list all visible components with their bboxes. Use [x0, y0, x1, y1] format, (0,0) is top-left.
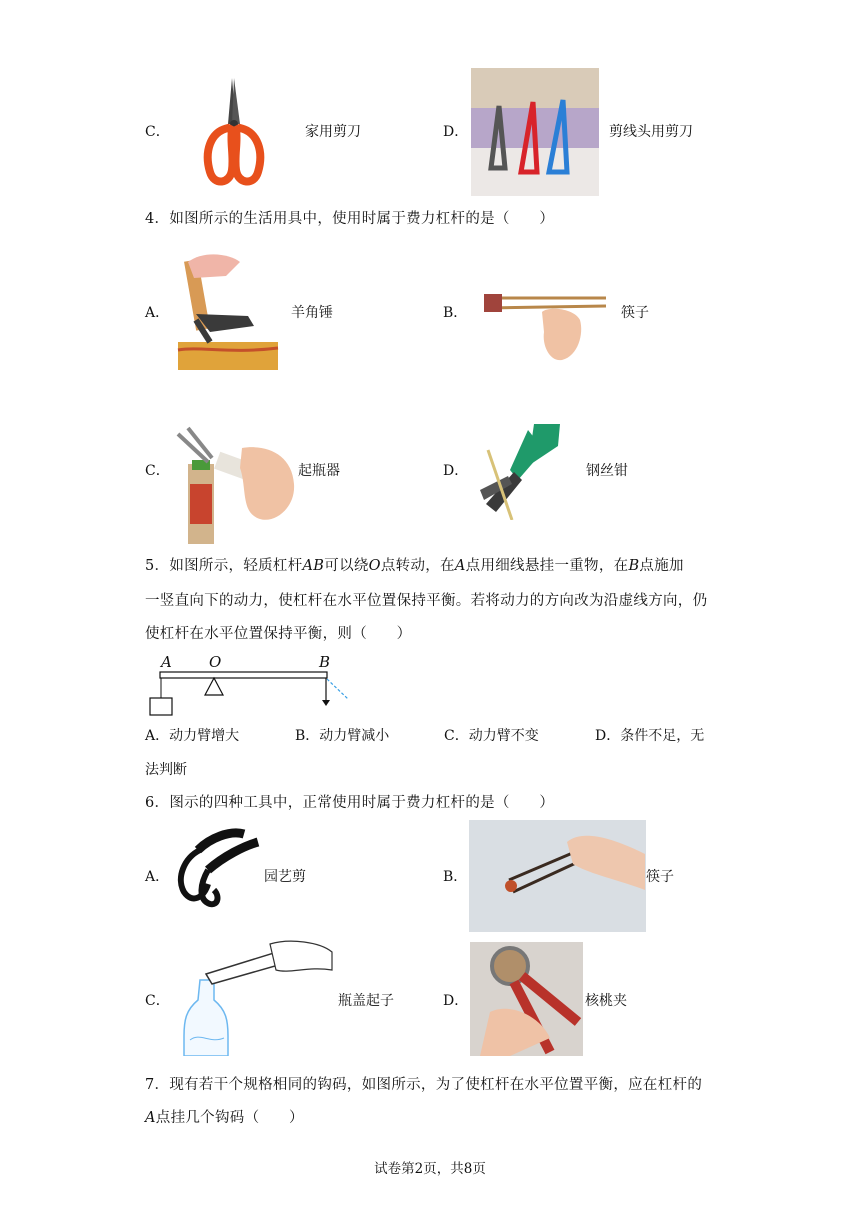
option-label: 核桃夹: [585, 993, 627, 1009]
point-b-label: B: [319, 653, 331, 671]
weight-block: [150, 698, 172, 715]
question-stem-line: 一竖直向下的动力，使杠杆在水平位置保持平衡。若将动力的方向改为沿虚线方向，仍: [145, 593, 708, 609]
option: D．条件不足，无: [595, 728, 705, 744]
household-scissors-icon: [170, 72, 296, 196]
question-stem: 6．图示的四种工具中，正常使用时属于费力杠杆的是（ ）: [145, 795, 555, 811]
option-letter: A．: [145, 869, 170, 885]
option: B．动力臂减小: [295, 728, 390, 744]
thread-snips-icon: [471, 68, 599, 196]
option-label: 钢丝钳: [586, 463, 628, 479]
point-o-label: O: [209, 653, 222, 671]
wire-pliers-icon: [474, 420, 562, 520]
question-stem-line: 使杠杆在水平位置保持平衡，则（ ）: [145, 626, 412, 642]
option-letter: A．: [145, 305, 170, 321]
question-stem: 4．如图所示的生活用具中，使用时属于费力杠杆的是（ ）: [145, 211, 555, 227]
question-stem-line: A点挂几个钩码（ ）: [145, 1110, 304, 1126]
chopsticks-icon: [478, 290, 608, 362]
point-a-label: A: [161, 653, 172, 671]
option: C．动力臂不变: [444, 728, 539, 744]
page-footer: 试卷第2页，共8页: [374, 1161, 486, 1177]
option-letter: B．: [443, 305, 468, 321]
option: A．动力臂增大: [145, 728, 240, 744]
question-stem: 7．现有若干个规格相同的钩码，如图所示，为了使杠杆在水平位置平衡，应在杠杆的: [145, 1077, 703, 1093]
option-letter: D．: [443, 463, 469, 479]
lever-diagram: [145, 650, 360, 718]
option-label: 羊角锤: [291, 305, 333, 321]
garden-shears-icon: [174, 828, 264, 908]
option-label: 剪线头用剪刀: [609, 124, 693, 140]
bottle-cap-opener-icon: [180, 940, 335, 1056]
question-stem: 5．如图所示，轻质杠杆AB可以绕O点转动，在A点用细线悬挂一重物，在B点施加: [145, 558, 684, 574]
fulcrum: [205, 678, 223, 695]
option-continuation: 法判断: [145, 762, 187, 778]
option-label: 园艺剪: [264, 869, 306, 885]
option-letter: C．: [145, 463, 170, 479]
option-label: 筷子: [621, 305, 649, 321]
bottle-opener-icon: [170, 424, 296, 544]
option-label: 瓶盖起子: [338, 993, 394, 1009]
option-label: 起瓶器: [298, 463, 340, 479]
option-letter: D．: [443, 124, 469, 140]
option-letter: D．: [443, 993, 469, 1009]
dashed-direction: [327, 679, 348, 699]
option-letter: C．: [145, 993, 170, 1009]
option-letter: C．: [145, 124, 170, 140]
option-label: 家用剪刀: [305, 124, 361, 140]
lever-bar: [160, 672, 327, 678]
option-label: 筷子: [646, 869, 674, 885]
chopsticks-photo-icon: [469, 820, 646, 932]
claw-hammer-icon: [170, 250, 280, 372]
option-letter: B．: [443, 869, 468, 885]
nutcracker-icon: [470, 942, 583, 1056]
